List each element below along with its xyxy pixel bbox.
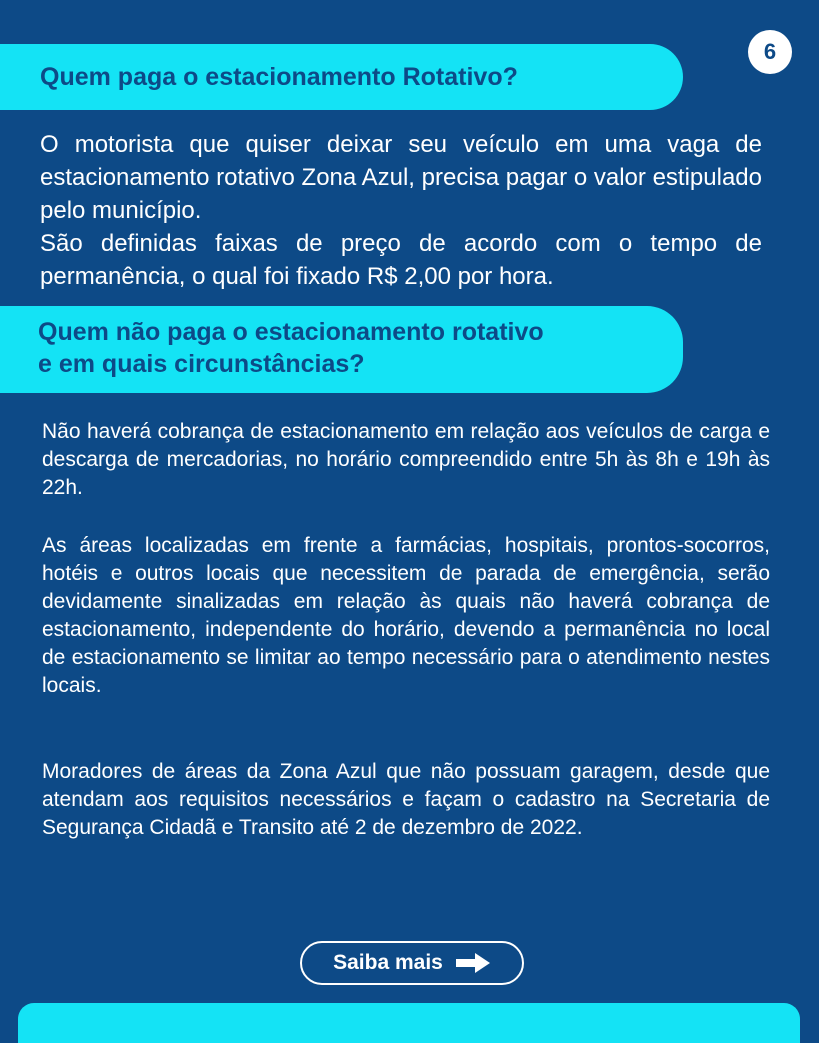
saiba-mais-label: Saiba mais (333, 951, 443, 974)
saiba-mais-button[interactable] (300, 941, 524, 985)
section1-paragraph-a: O motorista que quiser deixar seu veículo em uma vaga de estacionamento rotativo Zona Azul, precisa pagar o valor estipulado pelo município. (40, 131, 762, 224)
page-number-badge (748, 30, 792, 74)
section2-heading-line1: Quem não paga o estacionamento rotativo (38, 318, 544, 346)
section1-paragraph-b: São definidas faixas de preço de acordo com o tempo de permanência, o qual foi fixado R$ 2,00 por hora. (40, 230, 762, 290)
section1-heading: Quem paga o estacionamento Rotativo? (40, 62, 518, 91)
section1-heading-pill (0, 44, 683, 110)
section2-heading-line2: e em quais circunstâncias? (38, 350, 365, 378)
section2-paragraph-2: As áreas localizadas em frente a farmácias, hospitais, prontos-socorros, hotéis e outros locais que necessitem de parada de emergência, serão devidamente sinalizadas em relação às quais não haverá cobrança de estacionamento, independente do horário, devendo a permanência no local de estacionamento se limitar ao tempo necessário para o atendimento nestes locais. (42, 534, 770, 697)
section2-heading-pill (0, 306, 683, 393)
section2-paragraph-3: Moradores de áreas da Zona Azul que não possuam garagem, desde que atendam aos requisitos necessários e façam o cadastro na Secretaria de Segurança Cidadã e Transito até 2 de dezembro de 2022. (42, 760, 770, 839)
arrow-right-icon (455, 952, 491, 974)
page-number: 6 (763, 39, 777, 64)
footer-bar (18, 1003, 800, 1043)
section2-paragraph-1: Não haverá cobrança de estacionamento em relação aos veículos de carga e descarga de mercadorias, no horário compreendido entre 5h às 8h e 19h às 22h. (42, 420, 770, 499)
section1-body (40, 128, 762, 293)
